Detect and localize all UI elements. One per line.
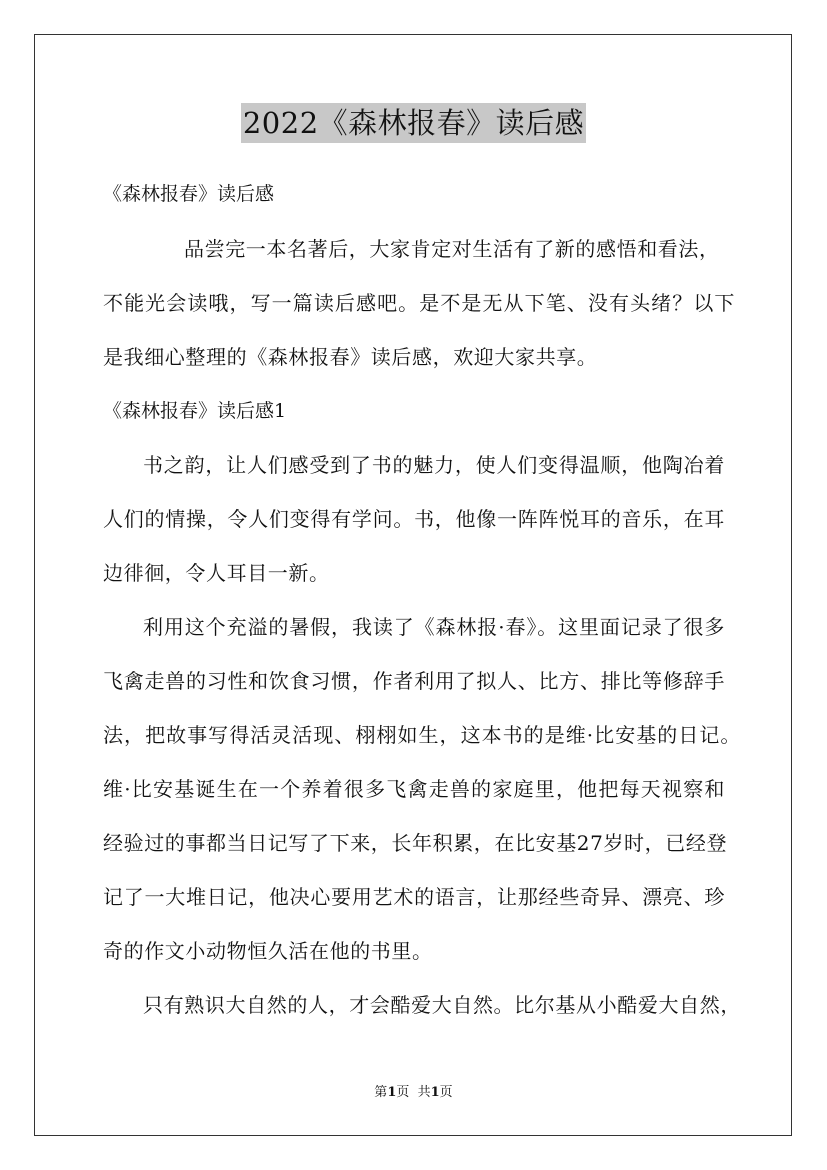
- paragraph-line: 利用这个充溢的暑假，我读了《森林报·春》。这里面记录了很多: [143, 615, 725, 639]
- paragraph-line: 边徘徊，令人耳目一新。: [103, 561, 330, 585]
- paragraph-line: 维·比安基诞生在一个养着很多飞禽走兽的家庭里，他把每天视察和: [103, 777, 725, 801]
- title-wrap: [0, 103, 827, 143]
- intro-line: 是我细心整理的《森林报春》读后感，欢迎大家共享。: [103, 345, 598, 369]
- document-title: 2022《森林报春》读后感: [241, 103, 586, 143]
- main-heading: 《森林报春》读后感: [103, 183, 275, 205]
- paragraph-line: 书之韵，让人们感受到了书的魅力，使人们变得温顺，他陶冶着: [143, 453, 725, 477]
- paragraph-line: 奇的作文小动物恒久活在他的书里。: [103, 939, 433, 963]
- intro-line: 品尝完一本名著后，大家肯定对生活有了新的感悟和看法，: [184, 237, 720, 261]
- paragraph-line: 人们的情操，令人们变得有学问。书，他像一阵阵悦耳的音乐，在耳: [103, 507, 725, 531]
- paragraph-line: 记了一大堆日记，他决心要用艺术的语言，让那经些奇异、漂亮、珍: [103, 885, 725, 909]
- paragraph-line: 只有熟识大自然的人，才会酷爱大自然。比尔基从小酷爱大自然，: [143, 993, 741, 1017]
- page-footer: [0, 1085, 827, 1101]
- intro-line: 不能光会读哦，写一篇读后感吧。是不是无从下笔、没有头绪？以下: [103, 291, 735, 315]
- footer-page-mid: 页 共: [396, 1085, 431, 1100]
- footer-page-prefix: 第: [374, 1085, 388, 1100]
- footer-page-suffix: 页: [439, 1085, 453, 1100]
- paragraph-line: 经验过的事都当日记写了下来，长年积累，在比安基27岁时，已经登: [103, 831, 728, 855]
- footer-page-total: 1: [430, 1085, 440, 1100]
- paragraph-line: 飞禽走兽的习性和饮食习惯，作者利用了拟人、比方、排比等修辞手: [103, 669, 725, 693]
- section-heading: 《森林报春》读后感1: [103, 400, 287, 422]
- footer-page-number: 1: [387, 1085, 397, 1100]
- paragraph-line: 法，把故事写得活灵活现、栩栩如生，这本书的是维·比安基的日记。: [103, 723, 741, 747]
